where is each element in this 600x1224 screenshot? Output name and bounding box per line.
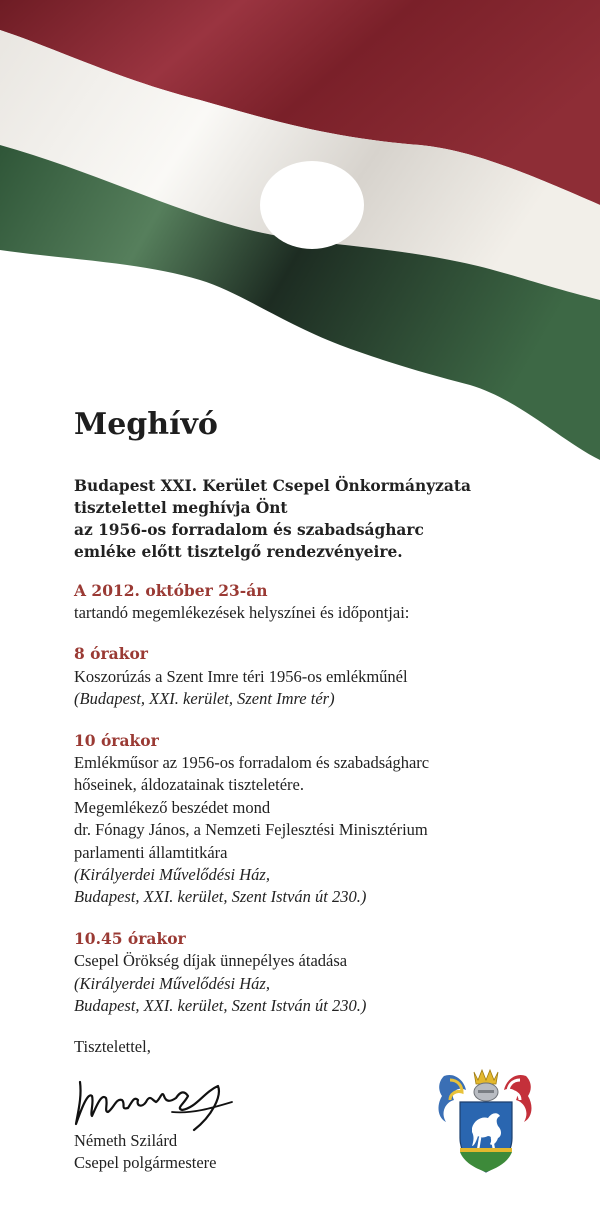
event-location: (Budapest, XXI. kerület, Szent Imre tér) [74, 689, 335, 709]
event-2 [74, 730, 574, 909]
event-description: hőseinek, áldozatainak tiszteletére. [74, 775, 304, 795]
event-description: Koszorúzás a Szent Imre téri 1956-os emlékműnél [74, 666, 408, 686]
intro-text [74, 475, 574, 563]
event-location: (Királyerdei Művelődési Ház, [74, 973, 270, 993]
intro-line: tisztelettel meghívja Önt [74, 499, 288, 517]
hungarian-flag-with-hole-icon [0, 0, 600, 470]
signer-title: Csepel polgármestere [74, 1153, 217, 1172]
event-1 [74, 643, 574, 710]
event-description: Emlékműsor az 1956-os forradalom és szabadságharc [74, 753, 430, 773]
date-block [74, 580, 574, 624]
greeting: Tisztelettel, [74, 1036, 151, 1056]
event-description: dr. Fónagy János, a Nemzeti Fejlesztési Minisztérium [74, 820, 428, 840]
event-location: Budapest, XXI. kerület, Szent István út 230.) [74, 996, 367, 1016]
event-time: 10.45 órakor [74, 928, 186, 948]
event-description: Csepel Örökség díjak ünnepélyes átadása [74, 951, 348, 971]
event-time: 8 órakor [74, 644, 148, 664]
signer-name: Németh Szilárd [74, 1131, 178, 1150]
event-description: Megemlékező beszédet mond [74, 797, 271, 817]
event-time: 10 órakor [74, 730, 159, 750]
event-location: Budapest, XXI. kerület, Szent István út 230.) [74, 887, 367, 907]
signer-block [74, 1130, 217, 1174]
event-location: (Királyerdei Művelődési Ház, [74, 865, 270, 885]
signature-icon [72, 1072, 238, 1132]
page-title: Meghívó [74, 407, 218, 442]
intro-line: emléke előtt tisztelgő rendezvényeire. [74, 543, 403, 561]
invitation-content [74, 405, 574, 1057]
event-description: parlamenti államtitkára [74, 842, 228, 862]
event-3 [74, 928, 574, 1018]
intro-line: Budapest XXI. Kerület Csepel Önkormányzata [74, 477, 471, 495]
intro-line: az 1956-os forradalom és szabadságharc [74, 521, 424, 539]
csepel-coat-of-arms-icon [436, 1066, 534, 1174]
date-subtitle: tartandó megemlékezések helyszínei és időpontjai: [74, 603, 410, 622]
date-heading: A 2012. október 23-án [74, 581, 268, 600]
